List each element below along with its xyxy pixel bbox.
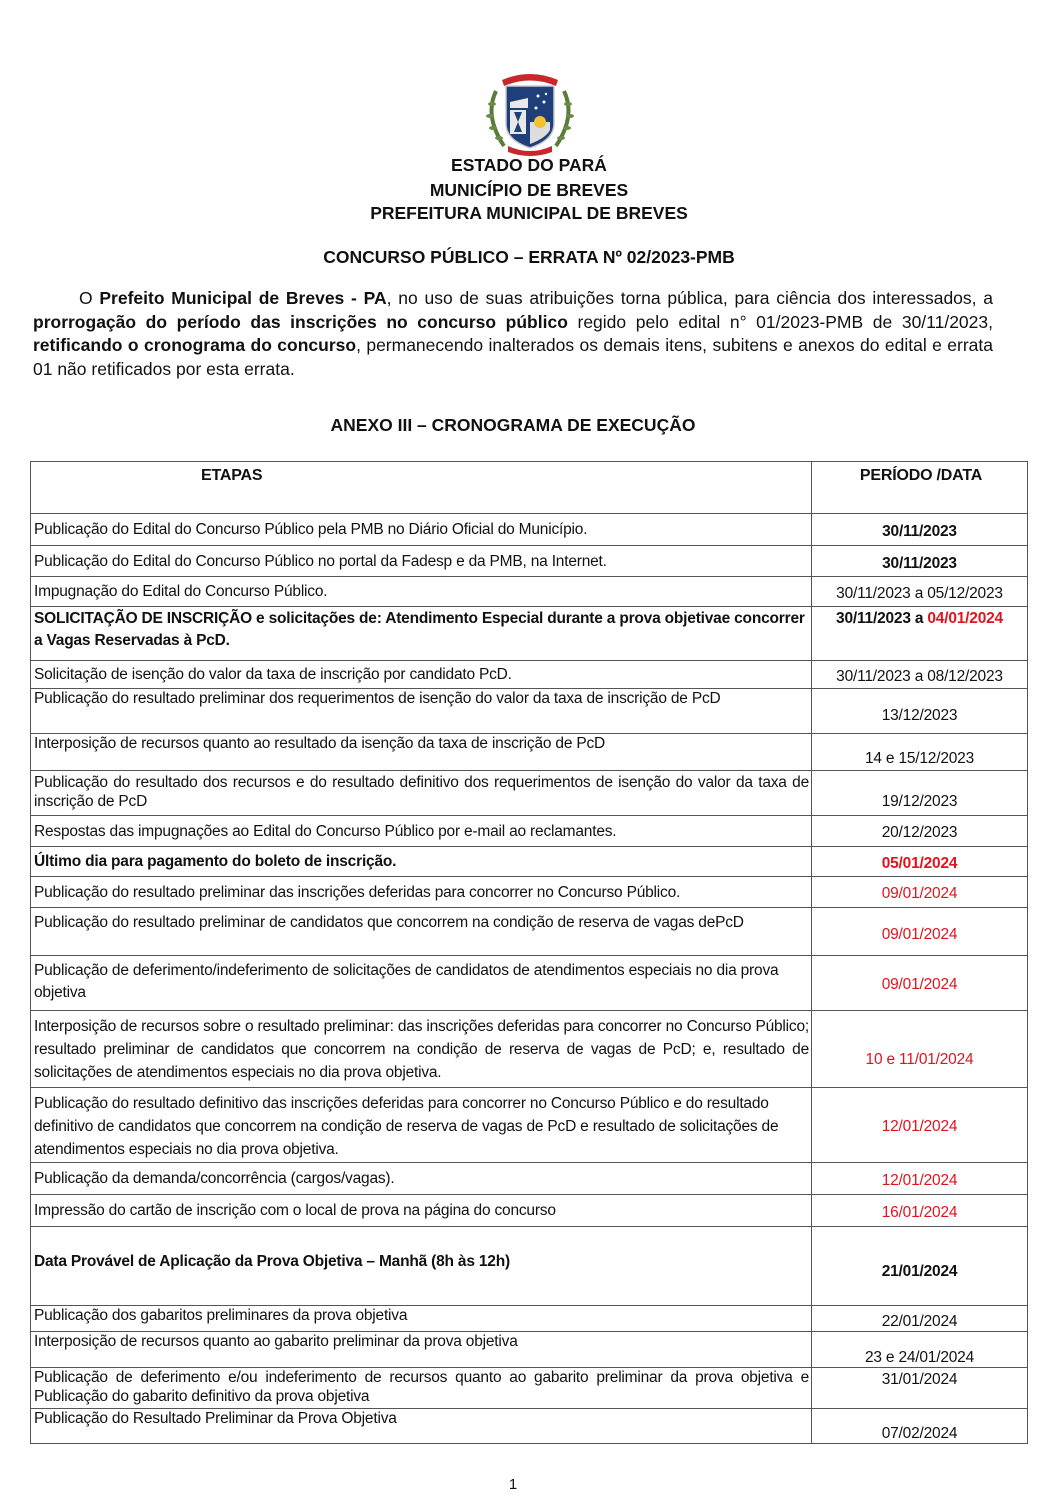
date-cell: 30/11/2023 [812, 546, 1028, 577]
etapa-cell: Publicação do resultado preliminar de candidatos que concorrem na condição de reserva de vagas dePcD [31, 908, 812, 956]
etapa-cell: Último dia para pagamento do boleto de inscrição. [31, 847, 812, 877]
date-cell: 12/01/2024 [812, 1088, 1028, 1163]
etapa-cell: Solicitação de isenção do valor da taxa de inscrição por candidato PcD. [31, 661, 812, 689]
date-cell: 30/11/2023 a 04/01/2024 [812, 607, 1028, 661]
table-row [31, 514, 1028, 546]
table-row [31, 1409, 1028, 1444]
table-row [31, 1227, 1028, 1306]
date-cell: 14 e 15/12/2023 [812, 734, 1028, 771]
table-row [31, 1088, 1028, 1163]
column-header-etapas: ETAPAS [31, 462, 812, 514]
column-header-periodo: PERÍODO /DATA [812, 462, 1028, 514]
date-cell: 13/12/2023 [812, 689, 1028, 734]
etapa-cell: Publicação do resultado definitivo das inscrições deferidas para concorrer no Concurso Público e do resultado definitivo de candidatos que concorrem na condição de reserva de vagas de PcD e resultado de solicitações de atendimentos especiais no dia prova objetiva. [31, 1088, 812, 1163]
etapa-cell: Publicação dos gabaritos preliminares da prova objetiva [31, 1306, 812, 1332]
date-cell: 19/12/2023 [812, 771, 1028, 816]
date-cell: 16/01/2024 [812, 1195, 1028, 1227]
etapa-cell: Interposição de recursos quanto ao resultado da isenção da taxa de inscrição de PcD [31, 734, 812, 771]
etapa-cell: Impugnação do Edital do Concurso Público. [31, 577, 812, 607]
table-row [31, 1306, 1028, 1332]
city-hall-heading: PREFEITURA MUNICIPAL DE BREVES [370, 203, 688, 223]
municipality-heading: MUNICÍPIO DE BREVES [429, 180, 629, 200]
etapa-cell: Impressão do cartão de inscrição com o local de prova na página do concurso [31, 1195, 812, 1227]
table-header-row [31, 462, 1028, 514]
table-row [31, 771, 1028, 816]
table-row [31, 816, 1028, 847]
date-cell: 07/02/2024 [812, 1409, 1028, 1444]
table-row [31, 847, 1028, 877]
intro-paragraph: O Prefeito Municipal de Breves - PA, no uso de suas atribuições torna pública, para ciência dos interessados, a prorrogação do período das inscrições no concurso público regido pelo edital n° 01/2023-PMB de 30/11/2023, retificando o cronograma do concurso, permanecendo inalterados os demais itens, subitens e anexos do edital e errata 01 não retificados por esta errata. [33, 288, 994, 379]
etapa-cell: Publicação do resultado preliminar dos requerimentos de isenção do valor da taxa de inscrição de PcD [31, 689, 812, 734]
etapa-cell: Publicação de deferimento/indeferimento de solicitações de candidatos de atendimentos especiais no dia prova objetiva [31, 956, 812, 1011]
document-title: CONCURSO PÚBLICO – ERRATA Nº 02/2023-PMB [323, 247, 735, 267]
schedule-table [30, 461, 1028, 1444]
table-row [31, 1195, 1028, 1227]
etapa-cell: Data Provável de Aplicação da Prova Objetiva – Manhã (8h às 12h) [31, 1227, 812, 1306]
etapa-cell: Respostas das impugnações ao Edital do Concurso Público por e-mail ao reclamantes. [31, 816, 812, 847]
coat-of-arms-icon [476, 66, 584, 156]
table-row [31, 689, 1028, 734]
date-cell: 09/01/2024 [812, 877, 1028, 908]
table-row [31, 908, 1028, 956]
etapa-cell: Publicação do Edital do Concurso Público pela PMB no Diário Oficial do Município. [31, 514, 812, 546]
table-row [31, 956, 1028, 1011]
date-cell: 22/01/2024 [812, 1306, 1028, 1332]
etapa-cell: Publicação do resultado preliminar das inscrições deferidas para concorrer no Concurso Público. [31, 877, 812, 908]
table-row [31, 661, 1028, 689]
date-cell: 30/11/2023 a 05/12/2023 [812, 577, 1028, 607]
table-row [31, 1011, 1028, 1088]
etapa-cell: Publicação de deferimento e/ou indeferimento de recursos quanto ao gabarito preliminar da prova objetiva e Publicação do gabarito definitivo da prova objetiva [31, 1368, 812, 1409]
table-row [31, 1163, 1028, 1195]
date-cell: 30/11/2023 [812, 514, 1028, 546]
date-cell: 31/01/2024 [812, 1368, 1028, 1409]
etapa-cell: Publicação da demanda/concorrência (cargos/vagas). [31, 1163, 812, 1195]
etapa-cell: Publicação do resultado dos recursos e do resultado definitivo dos requerimentos de isenção do valor da taxa de inscrição de PcD [31, 771, 812, 816]
table-row [31, 1368, 1028, 1409]
table-row [31, 607, 1028, 661]
date-cell: 05/01/2024 [812, 847, 1028, 877]
date-cell: 21/01/2024 [812, 1227, 1028, 1306]
date-cell: 10 e 11/01/2024 [812, 1011, 1028, 1088]
etapa-cell: Interposição de recursos sobre o resultado preliminar: das inscrições deferidas para concorrer no Concurso Público; resultado preliminar de candidatos que concorrem na condição de reserva de vagas de PcD; e, resultado de solicitações de atendimentos especiais no dia prova objetiva. [31, 1011, 812, 1088]
table-row [31, 877, 1028, 908]
table-row [31, 734, 1028, 771]
etapa-cell: Interposição de recursos quanto ao gabarito preliminar da prova objetiva [31, 1332, 812, 1368]
date-cell: 12/01/2024 [812, 1163, 1028, 1195]
table-row [31, 1332, 1028, 1368]
etapa-cell: Publicação do Edital do Concurso Público no portal da Fadesp e da PMB, na Internet. [31, 546, 812, 577]
date-cell: 09/01/2024 [812, 956, 1028, 1011]
date-cell: 30/11/2023 a 08/12/2023 [812, 661, 1028, 689]
date-cell: 09/01/2024 [812, 908, 1028, 956]
state-heading: ESTADO DO PARÁ [451, 155, 607, 175]
page-number: 1 [508, 1476, 518, 1493]
date-cell: 20/12/2023 [812, 816, 1028, 847]
annex-title: ANEXO III – CRONOGRAMA DE EXECUÇÃO [330, 415, 696, 435]
table-row [31, 577, 1028, 607]
etapa-cell: Publicação do Resultado Preliminar da Prova Objetiva [31, 1409, 812, 1444]
extended-deadline: 04/01/2024 [927, 610, 1003, 627]
etapa-cell: SOLICITAÇÃO DE INSCRIÇÃO e solicitações de: Atendimento Especial durante a prova objetivae concorrer a Vagas Reservadas à PcD. [31, 607, 812, 661]
date-cell: 23 e 24/01/2024 [812, 1332, 1028, 1368]
table-row [31, 546, 1028, 577]
